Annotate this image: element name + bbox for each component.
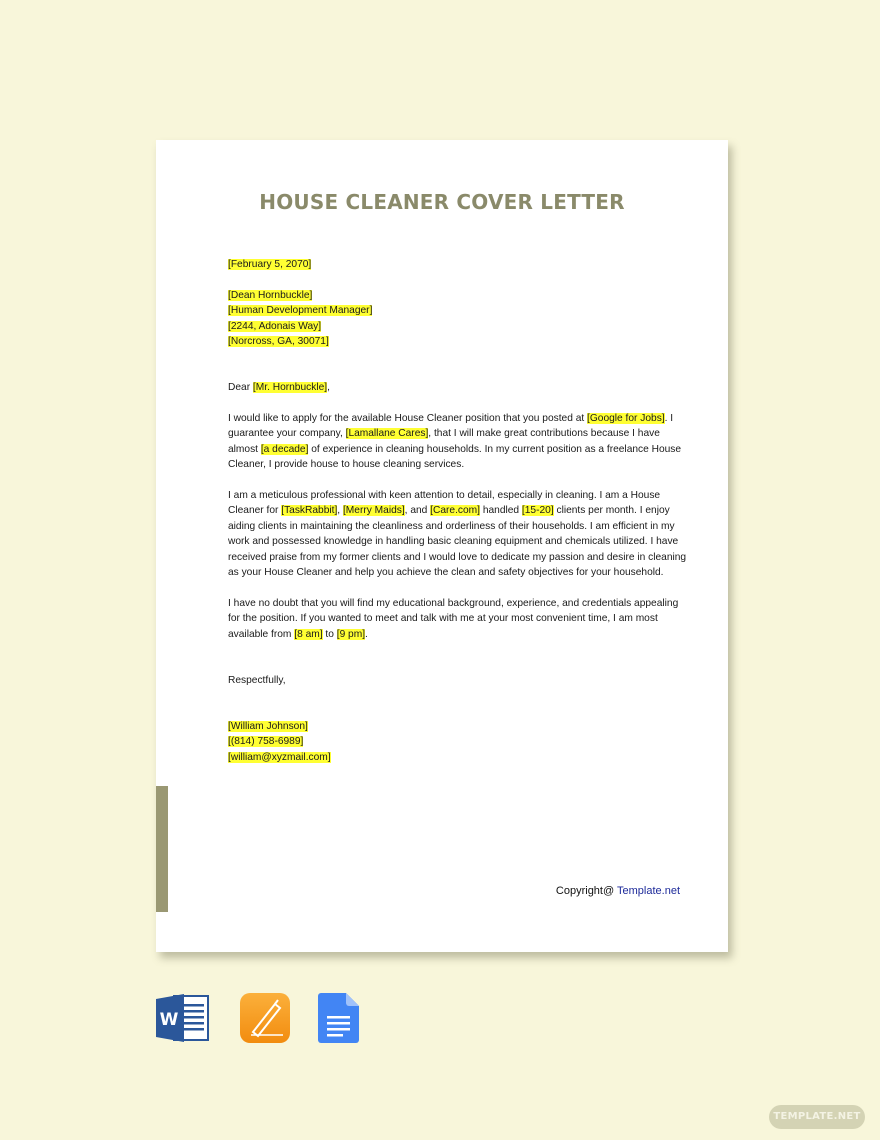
template-net-watermark: TEMPLATE.NET [769,1105,865,1129]
salutation: Dear [Mr. Hornbuckle], [228,382,330,394]
document-title: HOUSE CLEANER COVER LETTER [259,190,625,214]
copyright: Copyright@ Template.net [555,885,680,897]
sender-name: [William Johnson] [228,721,308,733]
svg-text:W: W [159,1010,179,1030]
google-docs-icon[interactable] [318,992,360,1049]
sender-phone: [(814) 758-6989] [228,736,304,748]
pages-icon[interactable] [239,992,291,1049]
recipient-street: [2244, Adonais Way] [228,320,322,332]
paragraph-1: I would like to apply for the available House Cleaner position that you posted at [Google for Jobs]. I guarantee your company, [Lamallane Cares], that I will make great contributions because I have almost [a decade] of experience in cleaning households. In my current position as a freelance House Cleaner, I provide house to house cleaning services. [228,413,682,471]
paragraph-2: I am a meticulous professional with keen attention to detail, especially in cleaning. I am a House Cleaner for [TaskRabbit], [Merry Maids], and [Care.com] handled [15-20] clients per month. I enjoy aiding clients in maintaining the cleanliness and orderliness of their households. I am efficient in my work and possessed knowledge in handling basic cleaning equipment and chemicals utilized. I have received praise from my former clients and I would love to dedicate my passion and desire in cleaning as your House Cleaner and help you achieve the clean and safety objectives for your household. [228,490,687,579]
date: [February 5, 2070] [228,259,312,270]
paragraph-3: I have no doubt that you will find my educational background, experience, and credentials appealing for the position. If you wanted to meet and talk with me at your most convenient time, I am most available from [8 am] to [9 pm]. [228,597,679,640]
recipient-name: [Dean Hornbuckle] [228,289,313,301]
accent-bar [156,786,168,912]
sender-email: [william@xyzmail.com] [228,751,331,763]
letter-body [228,257,688,765]
recipient-position: [Human Development Manager] [228,305,373,317]
closing: Respectfully, [228,674,286,686]
word-icon[interactable] [156,992,210,1049]
document-page [156,140,728,952]
template-net-link[interactable]: Template.net [617,885,680,897]
recipient-city: [Norcross, GA, 30071] [228,336,329,348]
